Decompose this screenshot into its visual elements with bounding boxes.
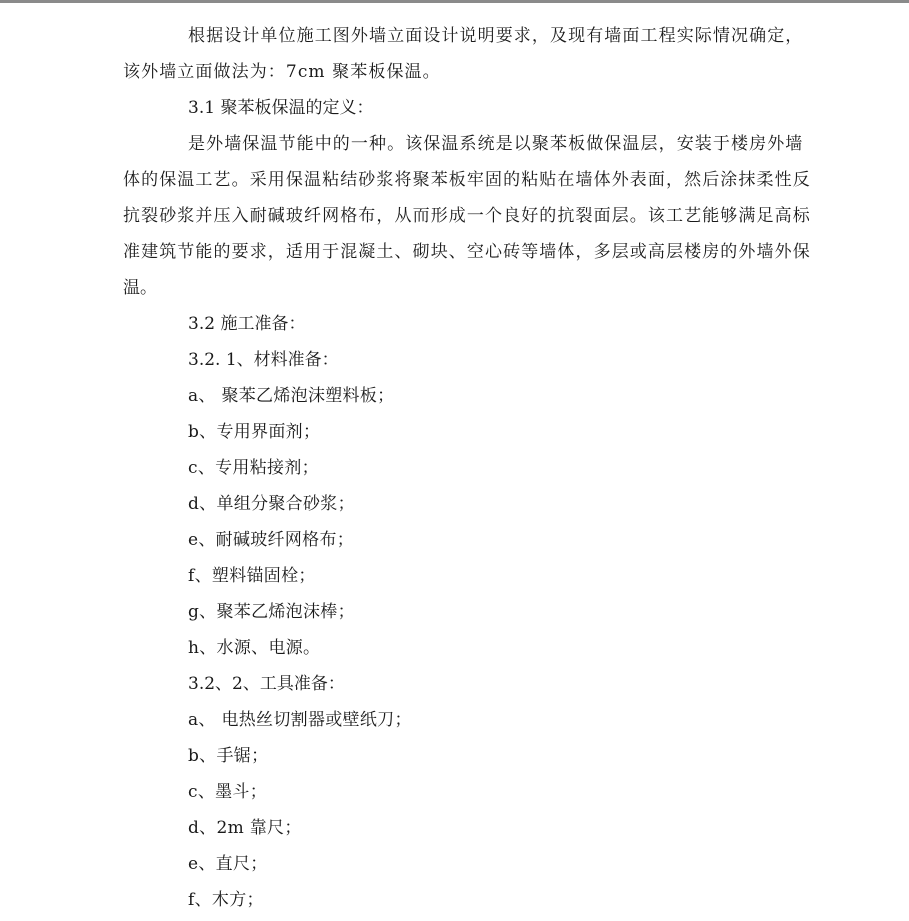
tool-item: f、木方； <box>188 890 264 910</box>
material-item: e、耐碱玻纤网格布； <box>188 530 355 550</box>
tool-item: b、手锯； <box>188 746 269 766</box>
material-item: a、 聚苯乙烯泡沫塑料板； <box>188 386 395 406</box>
material-item: b、专用界面剂； <box>188 422 321 442</box>
material-item: g、聚苯乙烯泡沫棒； <box>188 602 355 622</box>
section-3-1-line-4: 准建筑节能的要求，适用于混凝土、砌块、空心砖等墙体，多层或高层楼房的外墙外保 <box>123 242 811 262</box>
section-3-1-line-3: 抗裂砂浆并压入耐碱玻纤网格布，从而形成一个良好的抗裂面层。该工艺能够满足高标 <box>123 206 811 226</box>
section-3-1-heading: 3.1 聚苯板保温的定义： <box>188 98 374 118</box>
tool-item: c、墨斗； <box>188 782 268 802</box>
material-item: h、水源、电源。 <box>188 638 321 658</box>
section-3-2-heading: 3.2 施工准备： <box>188 314 306 334</box>
section-3-1-line-5: 温。 <box>123 278 157 298</box>
document-page <box>0 3 909 921</box>
material-item: c、专用粘接剂； <box>188 458 319 478</box>
section-3-2-2-heading: 3.2、2、工具准备： <box>188 674 345 694</box>
material-item: f、塑料锚固栓； <box>188 566 316 586</box>
tool-item: e、直尺； <box>188 854 268 874</box>
section-3-2-1-heading: 3.2. 1、材料准备： <box>188 350 339 370</box>
material-item: d、单组分聚合砂浆； <box>188 494 355 514</box>
section-3-1-line-1: 是外墙保温节能中的一种。该保温系统是以聚苯板做保温层，安装于楼房外墙 <box>188 134 804 154</box>
intro-line-2: 该外墙立面做法为：7cm 聚苯板保温。 <box>123 62 441 82</box>
intro-line-1: 根据设计单位施工图外墙立面设计说明要求，及现有墙面工程实际情况确定， <box>188 26 804 46</box>
tool-item: a、 电热丝切割器或壁纸刀； <box>188 710 412 730</box>
tool-item: d、2m 靠尺； <box>188 818 302 838</box>
section-3-1-line-2: 体的保温工艺。采用保温粘结砂浆将聚苯板牢固的粘贴在墙体外表面，然后涂抹柔性反 <box>123 170 811 190</box>
